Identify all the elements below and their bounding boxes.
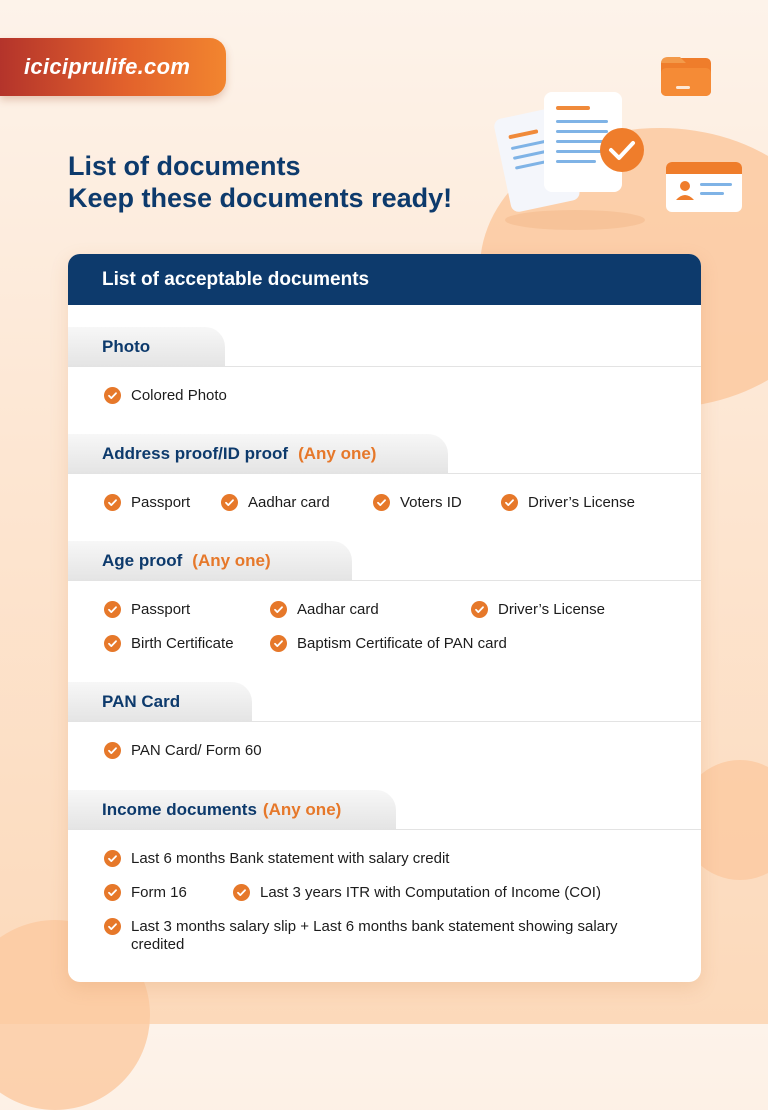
page-title — [68, 150, 452, 214]
section-tab-address-proof — [68, 434, 448, 474]
list-item: Colored Photo — [104, 387, 227, 405]
check-circle-icon — [104, 918, 121, 935]
check-circle-icon — [233, 884, 250, 901]
list-item: Form 16 — [104, 884, 187, 902]
list-item: Driver’s License — [471, 601, 605, 619]
check-circle-icon — [501, 494, 518, 511]
brand-text: iciciprulife.com — [24, 54, 191, 79]
divider — [68, 721, 701, 722]
check-circle-icon — [104, 601, 121, 618]
list-item: Last 3 months salary slip + Last 6 months bank statement showing salary credited — [104, 918, 634, 954]
list-item: Driver’s License — [501, 494, 635, 512]
section-title: Age proof — [102, 551, 183, 570]
divider — [68, 473, 701, 474]
section-tab-photo — [68, 327, 225, 367]
section-note: (Any one) — [298, 444, 377, 463]
section-tab-age-proof — [68, 541, 352, 581]
document-icon — [493, 92, 644, 213]
list-item: Birth Certificate — [104, 635, 234, 653]
list-item: Last 6 months Bank statement with salary credit — [104, 850, 449, 868]
check-circle-icon — [221, 494, 238, 511]
check-circle-icon — [104, 387, 121, 404]
check-circle-icon — [373, 494, 390, 511]
title-line-1: List of documents — [68, 151, 301, 181]
section-title: Address proof/ID proof — [102, 444, 289, 463]
documents-card — [68, 254, 701, 982]
section-title: PAN Card — [102, 692, 181, 711]
section-note: (Any one) — [192, 551, 271, 570]
list-item: Baptism Certificate of PAN card — [270, 635, 507, 653]
section-tab-pan-card — [68, 682, 252, 722]
check-circle-icon — [270, 601, 287, 618]
id-card-icon — [666, 162, 742, 212]
check-circle-icon — [104, 884, 121, 901]
divider — [68, 366, 701, 367]
list-item: Voters ID — [373, 494, 462, 512]
folder-icon — [661, 57, 711, 96]
list-item: Passport — [104, 601, 190, 619]
check-circle-icon — [471, 601, 488, 618]
check-circle-icon — [104, 494, 121, 511]
list-item: PAN Card/ Form 60 — [104, 742, 262, 760]
check-circle-icon — [104, 635, 121, 652]
section-note: (Any one) — [262, 800, 342, 819]
section-title: Photo — [102, 337, 151, 356]
check-circle-icon — [270, 635, 287, 652]
section-tab-income-documents — [68, 790, 396, 830]
list-item: Aadhar card — [270, 601, 379, 619]
brand-badge[interactable] — [0, 38, 226, 96]
card-title: List of acceptable documents — [102, 268, 370, 290]
list-item: Aadhar card — [221, 494, 330, 512]
check-circle-icon — [104, 850, 121, 867]
list-item: Last 3 years ITR with Computation of Income (COI) — [233, 884, 601, 902]
divider — [68, 829, 701, 830]
check-circle-icon — [104, 742, 121, 759]
list-item: Passport — [104, 494, 190, 512]
section-title: Income documents — [102, 800, 257, 819]
divider — [68, 580, 701, 581]
documents-illustration — [480, 40, 768, 250]
title-line-2: Keep these documents ready! — [68, 183, 453, 213]
card-header — [68, 254, 701, 305]
